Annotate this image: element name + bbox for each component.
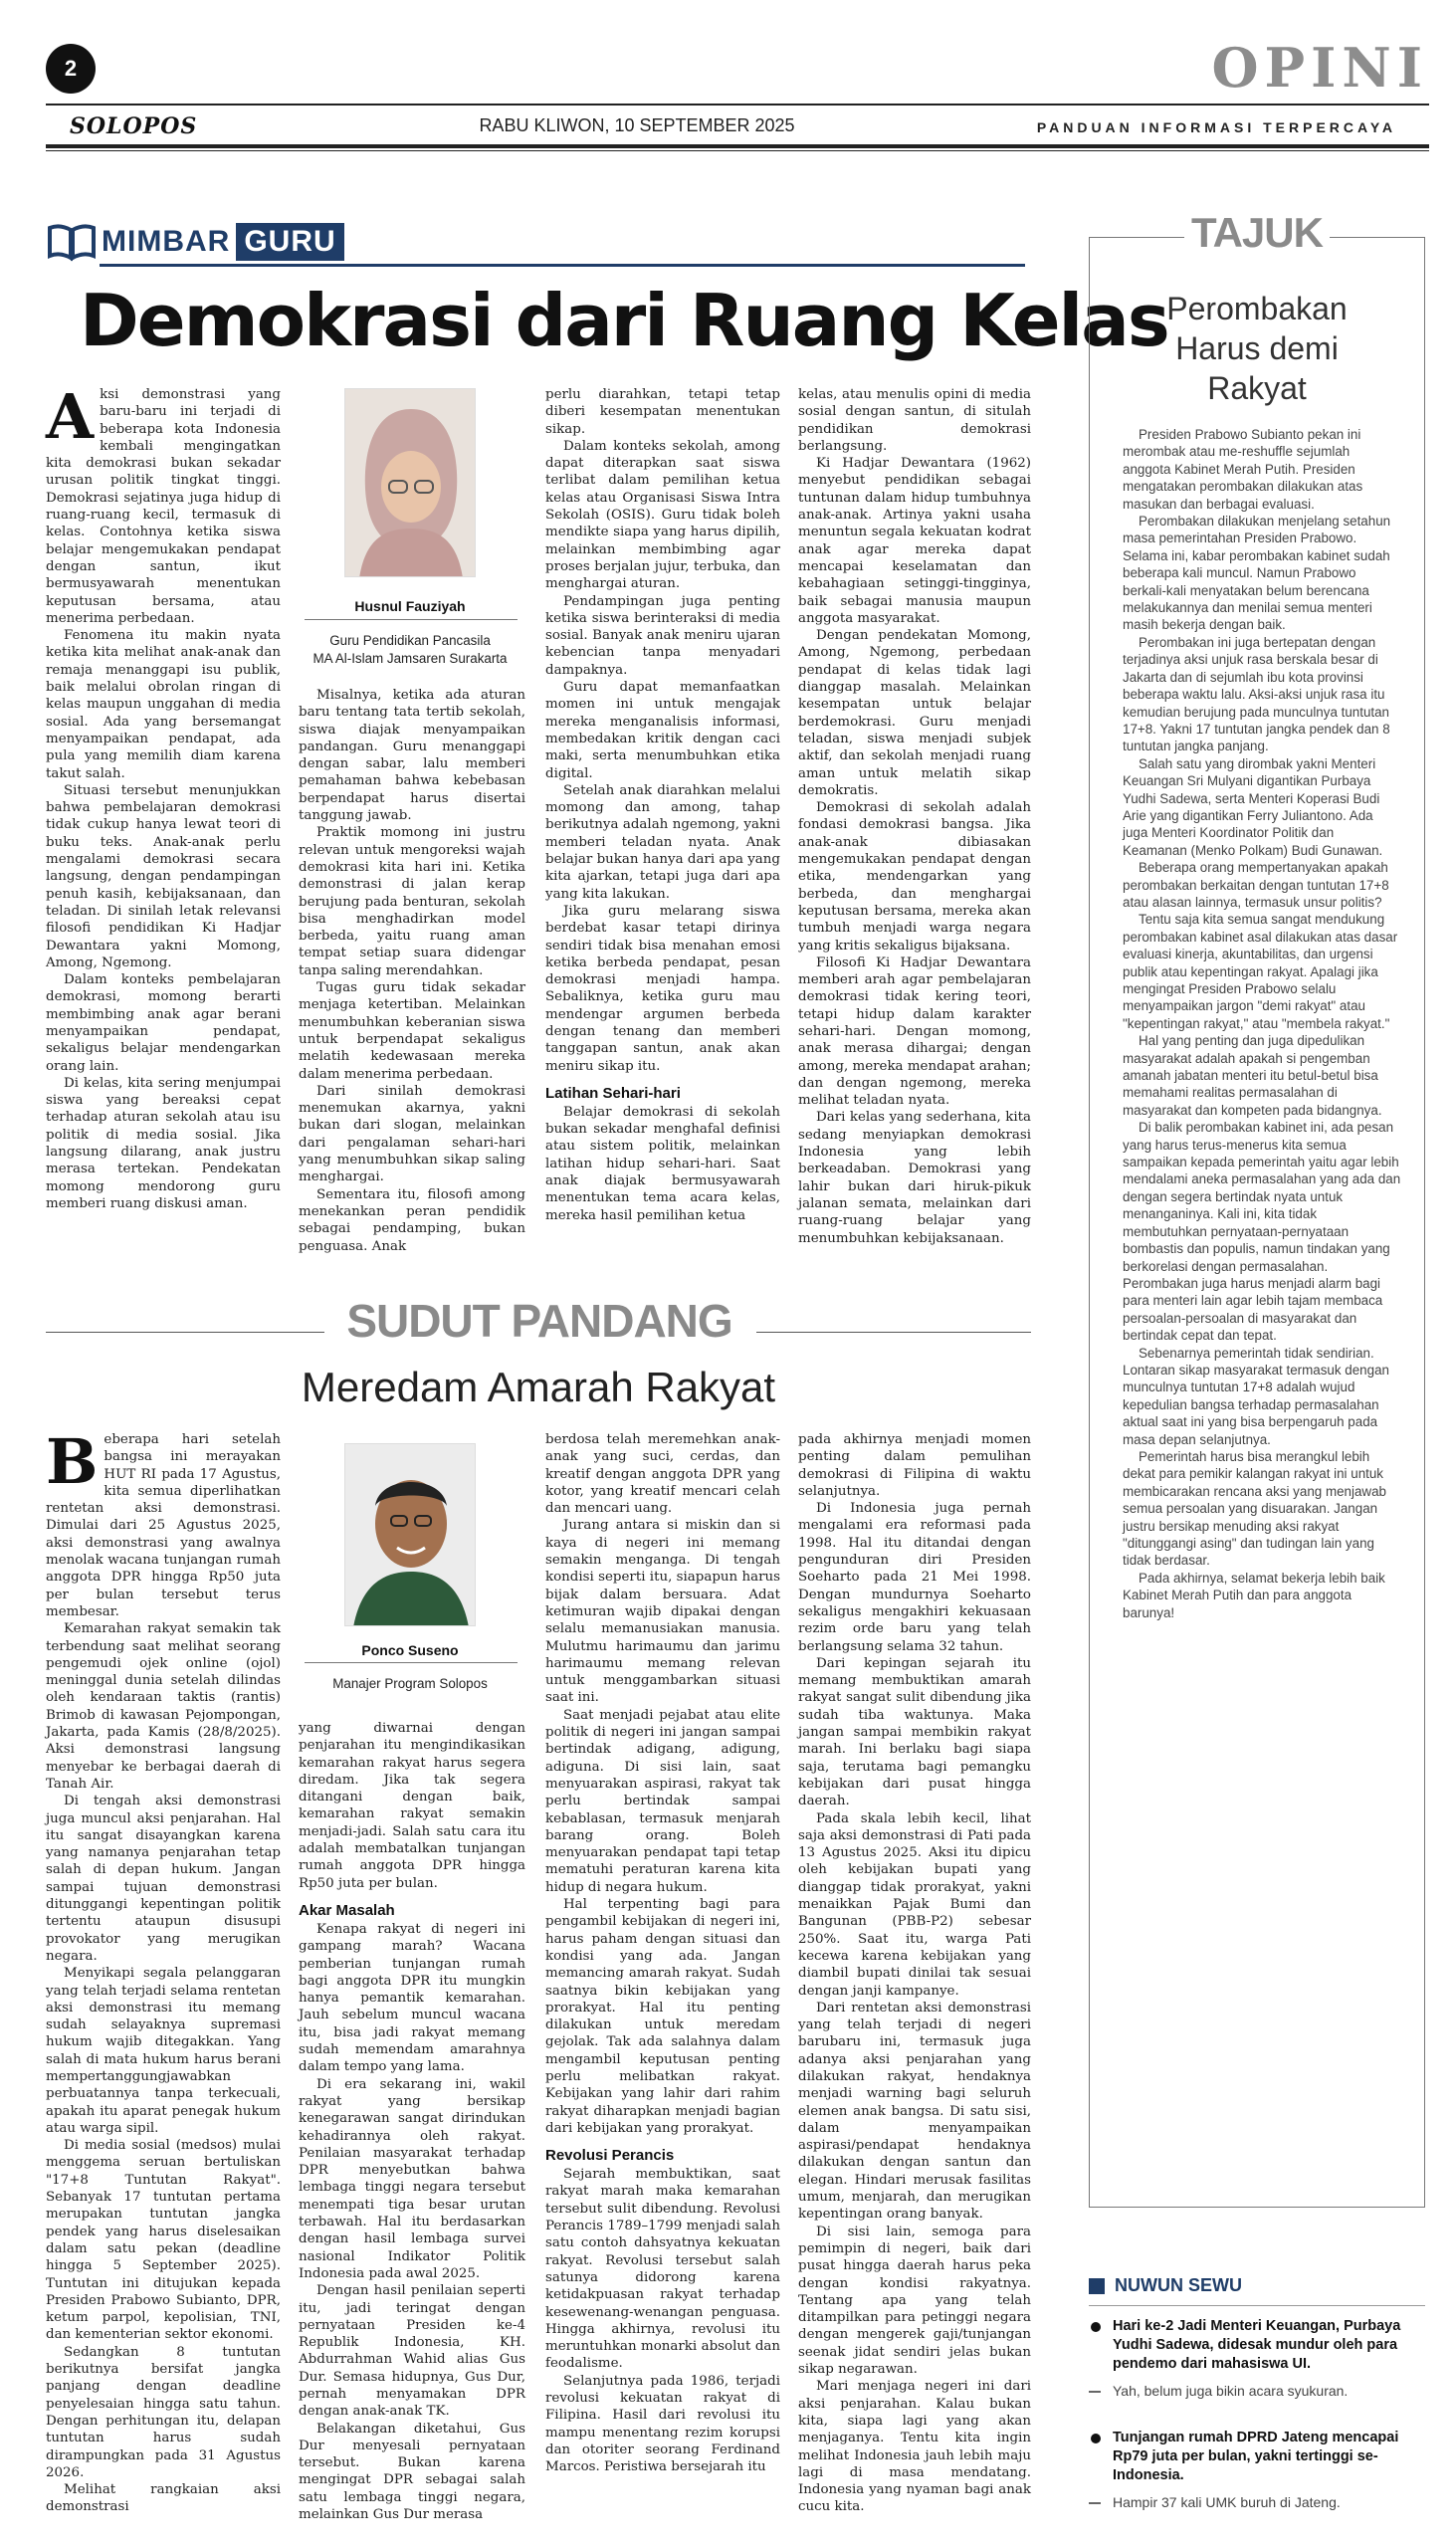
sudut-col-4 <box>798 1431 1031 2516</box>
sudut-col-2 <box>299 1720 525 2523</box>
nuwun-rule <box>1089 2305 1425 2306</box>
author-rule <box>305 1662 518 1663</box>
dropcap: B <box>46 1425 99 1498</box>
paragraph: Mari menjaga negeri ini dari aksi penjarahan. Kalau bukan kita, siapa lagi yang akan menjaganya. Tentu kita ingin melihat Indonesia jauh lebih maju lagi di masa mendatang. Indonesia yang nyaman bagi anak cucu kita. <box>798 2379 1031 2515</box>
square-icon <box>1089 2278 1105 2294</box>
paragraph: Dari kepingan sejarah itu memang membuktikan amarah rakyat sangat sulit dibendung jika sudah tiba waktunya. Maka jangan sampai membikin rakyat marah. Ini berlaku bagi siapa saja, terutama bagi pemangku kebijakan dari pusat hingga daerah. <box>798 1655 1031 1809</box>
header-rule-bottom <box>46 144 1429 148</box>
paragraph: Di balik perombakan kabinet ini, ada pesan yang harus terus-menerus kita semua sampaikan kepada pemerintah yaitu agar lebih mendalami aneka permasalahan yang ada dan dengan segera bertindak nyata untuk menanganinya. Kali ini, kita tidak membutuhkan pernyataan-pernyataan bombastis dan populis, namun tindakan yang berkorelasi dengan permasalahan. Perombakan juga harus menjadi alarm bagi para menteri lain agar lebih tajam membaca persoalan-persoalan di masyarakat dan bertindak cepat dan tepat. <box>1123 1120 1401 1344</box>
paragraph: Salah satu yang dirombak yakni Menteri Keuangan Sri Mulyani digantikan Purbaya Yudhi Sadewa, serta Menteri Koperasi Budi Arie yang digantikan Ferry Juliantono. Ada juga Menteri Koordinator Politik dan Keamanan (Menko Polkam) Budi Gunawan. <box>1123 755 1383 858</box>
page-number-badge <box>46 44 96 94</box>
paragraph: Belajar demokrasi di sekolah bukan sekadar menghafal definisi atau sistem politik, melainkan latihan hidup sehari-hari. Saat anak diajak bermusyawarah menentukan tema acara kelas, mereka hasil pemilihan ketua <box>545 1104 780 1223</box>
mimbar-rule <box>100 264 1025 267</box>
paragraph: Perombakan dilakukan menjelang setahun masa pemerintahan Presiden Prabowo. Selama ini, kabar perombakan kabinet sudah beberapa kali muncul. Namun Prabowo berkali-kali menyatakan belum berencana melakukannya dan menilai semua menteri masih bekerja dengan baik. <box>1123 514 1391 633</box>
paragraph: Dalam konteks sekolah, among dapat diterapkan saat siswa terlibat dalam pemilihan ketua kelas atau Organisasi Siswa Intra Sekolah (OSIS). Guru tidak boleh mendikte siapa yang harus dipilih, melainkan membimbing agar proses berjalan jujur, terbuka, dan menghargai aturan. <box>545 438 780 592</box>
mimbar-col-2 <box>299 687 525 1255</box>
mimbar-col-3 <box>545 386 780 1224</box>
sudut-headline: Meredam Amarah Rakyat <box>301 1364 776 1410</box>
brand-tagline: PANDUAN INFORMASI TERPERCAYA <box>1036 119 1396 135</box>
paragraph: Hal yang penting dan juga dipedulikan masyarakat adalah apakah si pengemban amanah jabatan menteri itu betul-betul bisa memahami realitas permasalahan di masyarakat dan kompeten pada bidangnya. <box>1123 1033 1382 1118</box>
author-name: Husnul Fauziyah <box>354 598 466 614</box>
paragraph: Demokrasi di sekolah adalah fondasi demokrasi bangsa. Jika anak-anak dibiasakan mengemukakan pendapat dengan etika, mendengarkan yang berbeda, dan menghargai keputusan bersama, mereka akan tumbuh menjadi warga negara yang kritis sekaligus bijaksana. <box>798 800 1031 954</box>
paragraph: Melihat rangkaian aksi demonstrasi <box>46 2482 281 2515</box>
paragraph: Filosofi Ki Hadjar Dewantara memberi arah agar pembelajaran demokrasi tidak kering teori, tetapi hidup dalam karakter sehari-hari. Dengan momong, anak merasa dihargai; dengan among, mereka mendapat arahan; dan dengan ngemong, mereka melihat teladan nyata. <box>798 955 1031 1109</box>
tajuk-body <box>1123 426 1401 1621</box>
paragraph: Guru dapat memanfaatkan momen ini untuk mengajak mereka menganalisis informasi, membedakan kritik dengan caci maki, serta menumbuhkan etika digital. <box>545 680 780 781</box>
tajuk-headline-line: Perombakan <box>1166 291 1348 326</box>
nuwun-reply: Yah, belum juga bikin acara syukuran. <box>1113 2383 1349 2399</box>
nuwun-item <box>1089 2317 1425 2401</box>
paragraph: Dengan pendekatan Momong, Among, Ngemong, perbedaan pendapat di kelas tidak lagi dianggap masalah. Melainkan kesempatan untuk belajar berdemokrasi. Guru menjadi teladan, siswa menjadi subjek aktif, dan sekolah menjadi ruang aman untuk melatih sikap demokratis. <box>798 628 1031 798</box>
mimbar-col-4 <box>798 386 1031 1247</box>
mimbar-label-b: GURU <box>236 223 343 261</box>
paragraph: Setelah anak diarahkan melalui momong dan among, tahap berikutnya adalah ngemong, yakni memberi teladan nyata. Anak belajar bukan hanya dari apa yang kita ajarkan, tetapi juga dari apa yang kita lakukan. <box>545 782 780 902</box>
paragraph: Hal terpenting bagi para pengambil kebijakan di negeri ini, harus paham dengan situasi dan kondisi yang ada. Jangan memancing amarah rakyat. Sudah saatnya bikin kebijakan yang prorakyat. Hal itu penting dilakukan untuk meredam gejolak. Tak ada salahnya dalam mengambil keputusan penting perlu melibatkan rakyat. Kebijakan yang lahir dari rahim rakyat diharapkan menjadi bagian dari kebijakan yang prorakyat. <box>545 1897 780 2136</box>
paragraph: Dengan hasil penilaian seperti itu, jadi teringat dengan pernyataan Presiden ke-4 Republik Indonesia, KH. Abdurrahman Wahid alias Gus Dur. Semasa hidupnya, Gus Dur, pernah menyamakan DPR dengan anak-anak TK. <box>299 2283 525 2420</box>
paragraph: Di sisi lain, semoga para pemimpin di negeri, baik dari pusat hingga daerah harus peka dengan kondisi rakyatnya. Tentang apa yang telah ditampilkan para petinggi negara dengan mengerek gaji/tunjangan seenak jidat sendiri jelas bukan sikap negarawan. <box>798 2224 1031 2378</box>
paragraph: Selanjutnya pada 1986, terjadi revolusi kekuatan rakyat di Filipina. Hasil dari revolusi itu mampu menentang rezim korupsi dan otoriter seorang Ferdinand Marcos. Peristiwa bersejarah itu <box>545 2373 780 2475</box>
paragraph: ksi demonstrasi yang baru-baru ini terjadi di beberapa kota Indonesia kembali mengingatkan kita demokrasi bukan sekadar urusan politik tingkat tinggi. Demokrasi sejatinya juga hidup di ruang-ruang kecil, termasuk di kelas. Contohnya ketika siswa belajar mengemukakan pendapat dengan santun, ikut bermusyawarah menentukan keputusan bersama, atau menerima perbedaan. <box>46 387 281 626</box>
paragraph: Di kelas, kita sering menjumpai siswa yang bereaksi cepat terhadap aturan sekolah atau isu politik di media sosial. Jika langsung dilarang, anak justru merasa tertekan. Pendekatan momong mendorong guru memberi ruang diskusi aman. <box>46 1075 281 1211</box>
paragraph: Presiden Prabowo Subianto pekan ini merombak atau me-reshuffle sejumlah anggota Kabinet Merah Putih. Presiden mengatakan perombakan dilakukan atas masukan dan berbagai evaluasi. <box>1123 427 1363 512</box>
paragraph: Sementara itu, filosofi among menekankan peran pendidik sebagai pendamping, bukan penguasa. Anak <box>299 1186 525 1254</box>
bullet-icon <box>1091 2322 1101 2332</box>
author-role: Manajer Program Solopos <box>332 1676 488 1691</box>
paragraph: Situasi tersebut menunjukkan bahwa pembelajaran demokrasi tidak cukup hanya lewat teori di buku teks. Anak-anak perlu mengalami demokrasi secara langsung, dengan pendampingan penuh kasih, kebijaksanaan, dan teladan. Di sinilah letak relevansi filosofi pendidikan Ki Hadjar Dewantara yakni Momong, Among, Ngemong. <box>46 782 281 970</box>
paragraph: Saat menjadi pejabat atau elite politik di negeri ini jangan sampai bertindak adigang, adigung, adiguna. Di sisi lain, saat menyuarakan aspirasi, rakyat tak perlu bertindak sampai kebablasan, termasuk menjarah barang orang. Boleh menyuarakan pendapat tapi tetap mematuhi peraturan karena kita hidup di negara hukum. <box>545 1707 780 1895</box>
paragraph: Di era sekarang ini, wakil rakyat yang bersikap kenegarawan sangat dirindukan kehadirannya oleh rakyat. Penilaian masyarakat terhadap DPR menyebutkan bahwa lembaga tinggi negara tersebut menempati tiga besar urutan terbawah. Hal itu berdasarkan dengan hasil lembaga survei nasional Indikator Politik Indonesia pada awal 2025. <box>299 2076 525 2281</box>
paragraph: Fenomena itu makin nyata ketika kita melihat anak-anak dan remaja menanggapi isu publik, baik melalui obrolan ringan di kelas maupun unggahan di media sosial. Ada yang bersemangat menyampaikan pendapat, ada pula yang memilih diam karena takut salah. <box>46 628 281 781</box>
mimbar-label <box>46 219 344 265</box>
paragraph: Misalnya, ketika ada aturan baru tentang tata tertib sekolah, siswa diajak menyampaikan pandangan. Guru menanggapi dengan sabar, lalu memberi pemahaman bahwa kebebasan berpendapat harus disertai tanggung jawab. <box>299 688 525 824</box>
paragraph: Dari rentetan aksi demonstrasi yang telah terjadi di negeri barubaru ini, termasuk juga adanya aksi penjarahan yang dilakukan rakyat, hendaknya menjadi warning bagi seluruh elemen anak bangsa. Di satu sisi, dalam menyampaikan aspirasi/pendapat hendaknya dilakukan dengan santun dan elegan. Hindari merusak fasilitas umum, menjarah, dan merugikan kepentingan orang banyak. <box>798 2000 1031 2223</box>
author-role-2: MA Al-Islam Jamsaren Surakarta <box>312 651 508 666</box>
nuwun-headline: Tunjangan rumah DPRD Jateng mencapai Rp79 juta per bulan, yakni tertinggi se-Indonesia. <box>1113 2430 1399 2483</box>
author-name: Ponco Suseno <box>361 1642 459 1658</box>
mimbar-label-a: MIMBAR <box>102 225 231 258</box>
paragraph: Di tengah aksi demonstrasi juga muncul aksi penjarahan. Hal itu sangat disayangkan karena yang namanya penjarahan tetap salah di depan hukum. Jangan sampai tujuan demonstrasi ditunggangi kepentingan politik tertentu ataupun disusupi provokator yang merugikan negara. <box>46 1794 281 1964</box>
paragraph: berdosa telah meremehkan anak-anak yang suci, cerdas, dan kreatif dengan anggota DPR yang kotor, yang kreatif mencari celah dan mencari uang. <box>545 1432 780 1517</box>
dash-icon <box>1089 2391 1101 2393</box>
dropcap: A <box>46 380 95 453</box>
mimbar-headline: Demokrasi dari Ruang Kelas <box>80 279 1168 362</box>
paragraph: Pendampingan juga penting ketika siswa berinteraksi di media sosial. Banyak anak meniru ujaran kebencian tanpa menyadari dampaknya. <box>545 593 780 678</box>
paragraph: Dalam konteks pembelajaran demokrasi, momong berarti membimbing anak agar berani menyampaikan pendapat, sekaligus belajar mendengarkan orang lain. <box>46 972 281 1074</box>
mimbar-col-1 <box>46 380 281 1212</box>
subheading: Latihan Sehari-hari <box>545 1084 681 1102</box>
paragraph: Tentu saja kita semua sangat mendukung perombakan kabinet asal dilakukan atas dasar evaluasi kinerja, akuntabilitas, dan urgensi publik atau kepentingan rakyat. Apalagi jika mengingat Presiden Prabowo selalu menyampaikan jargon "demi rakyat" atau "kepentingan rakyat," atau "membela rakyat." <box>1123 912 1398 1031</box>
paragraph: Belakangan diketahui, Gus Dur menyesali pernyataan tersebut. Bukan karena mengingat DPR sebagai salah satu lembaga tinggi negara, melainkan Gus Dur merasa <box>299 2421 525 2523</box>
author-rule <box>305 619 518 620</box>
paragraph: eberapa hari setelah bangsa ini merayakan HUT RI pada 17 Agustus, kita semua diperlihatkan rentetan aksi demonstrasi. Dimulai dari 25 Agustus 2025, aksi demonstrasi yang awalnya menolak wacana tunjangan rumah anggota DPR hingga Rp50 juta per bulan tersebut terus membesar. <box>46 1432 281 1619</box>
paragraph: Dari sinilah demokrasi menemukan akarnya, yakni bukan dari slogan, melainkan dari pengalaman sehari-hari yang menumbuhkan sikap saling menghargai. <box>299 1083 525 1185</box>
nuwun-item <box>1089 2429 1425 2512</box>
paragraph: Jurang antara si miskin dan si kaya di negeri ini memang semakin menganga. Di tengah kondisi seperti itu, siapapun harus bijak dalam bersuara. Adat ketimuran wajib dipakai dengan selalu memanusiakan manusia. Mulutmu harimaumu dan jarimu harimaumu memang relevan untuk menggambarkan situasi saat ini. <box>545 1518 780 1706</box>
sudut-label: SUDUT PANDANG <box>346 1295 732 1347</box>
paragraph: yang diwarnai dengan penjarahan itu mengindikasikan kemarahan rakyat harus segera diredam. Jika tak segera ditangani dengan baik, kemarahan rakyat semakin menjadi-jadi. Salah satu cara itu adalah membatalkan tunjangan rumah anggota DPR hingga Rp50 juta per bulan. <box>299 1721 525 1891</box>
paragraph: Jika guru melarang siswa berdebat kasar tetapi dirinya sendiri tidak bisa menahan emosi ketika berbeda pendapat, pesan demokrasi menjadi hampa. Sebaliknya, ketika guru mau mendengar argumen berbeda dengan tenang dan memberi tanggapan santun, anak akan meniru sikap itu. <box>545 903 780 1074</box>
nuwun-headline: Hari ke-2 Jadi Menteri Keuangan, Purbaya Yudhi Sadewa, didesak mundur oleh para pendemo dari mahasiswa UI. <box>1113 2318 1401 2372</box>
subheading: Akar Masalah <box>299 1901 395 1919</box>
tajuk-label: TAJUK <box>1184 209 1330 257</box>
author-photo <box>344 1443 476 1626</box>
paragraph: Perombakan ini juga bertepatan dengan terjadinya aksi unjuk rasa berskala besar di Jakarta dan di sejumlah ibu kota provinsi beberapa waktu lalu. Aksi-aksi unjuk rasa itu kemudian berujung pada munculnya tuntutan 17+8. Yakni 17 tuntutan jangka pendek dan 8 tuntutan jangka panjang. <box>1123 634 1390 754</box>
brand-logo: SOLOPOS <box>70 113 198 139</box>
book-icon <box>46 222 98 262</box>
paragraph: Menyikapi segala pelanggaran yang telah terjadi selama rentetan aksi demonstrasi itu memang sudah selayaknya supremasi hukum wajib ditegakkan. Yang salah di mata hukum harus berani mempertanggungjawabkan perbuatannya tanpa terkecuali, apakah itu aparat penegak hukum atau warga sipil. <box>46 1966 281 2136</box>
tajuk-headline <box>1095 289 1419 408</box>
paragraph: Pada akhirnya, selamat bekerja lebih baik Kabinet Merah Putih dan para anggota barunya! <box>1123 1570 1385 1620</box>
tajuk-headline-line: Rakyat <box>1207 370 1307 406</box>
paragraph: Beberapa orang mempertanyakan apakah perombakan berkaitan dengan tuntutan 17+8 atau alasan lainnya, termasuk unsur politis? <box>1123 860 1389 910</box>
paragraph: Tugas guru tidak sekadar menjaga ketertiban. Melainkan menumbuhkan keberanian siswa untuk berpendapat sekaligus melatih kedewasaan mereka dalam menerima perbedaan. <box>299 980 525 1082</box>
sudut-col-1 <box>46 1425 281 2516</box>
sudut-rule-right <box>756 1332 1031 1333</box>
paragraph: perlu diarahkan, tetapi tetap diberi kesempatan menentukan sikap. <box>545 387 780 437</box>
tajuk-headline-line: Harus demi <box>1175 330 1339 366</box>
paragraph: Di Indonesia juga pernah mengalami era reformasi pada 1998. Hal itu ditandai dengan pengunduran diri Presiden Soeharto pada 21 Mei 1998. Dengan mundurnya Soeharto sekaligus mengakhiri kekuasaan rezim orde baru yang telah berlangsung selama 32 tahun. <box>798 1501 1031 1654</box>
paragraph: Pemerintah harus bisa merangkul lebih dekat para pemikir kalangan rakyat ini untuk membicarakan rencana aksi yang menjawab semua persoalan yang disuarakan. Jangan justru bersikap menuding aksi rakyat "ditunggangi asing" dan tudingan lain yang tidak berdasar. <box>1123 1448 1386 1569</box>
paragraph: kelas, atau menulis opini di media sosial dengan santun, di situlah pendidikan demokrasi berlangsung. <box>798 387 1031 454</box>
paragraph: Kenapa rakyat di negeri ini gampang marah? Wacana pemberian tunjangan rumah bagi anggota DPR itu mungkin hanya pemantik kemarahan. Jauh sebelum muncul wacana itu, bisa jadi rakyat memang sudah memendam amarahnya dalam tempo yang lama. <box>299 1921 525 2075</box>
paragraph: pada akhirnya menjadi momen penting dalam pemulihan demokrasi di Filipina di waktu selanjutnya. <box>798 1432 1031 1499</box>
subheading: Revolusi Perancis <box>545 2147 675 2165</box>
nuwun-header <box>1089 2275 1242 2296</box>
paragraph: Pada skala lebih kecil, lihat saja aksi demonstrasi di Pati pada 13 Agustus 2025. Aksi itu dipicu oleh kebijakan bupati yang dianggap tidak prorakyat, yakni menaikkan Pajak Bumi dan Bangunan (PBB-P2) sebesar 250%. Saat itu, warga Pati kecewa karena kebijakan yang diambil bupati dinilai tak sesuai dengan janji kampanye. <box>798 1810 1031 1999</box>
sudut-col-3 <box>545 1431 780 2476</box>
author-role-1: Guru Pendidikan Pancasila <box>329 633 491 648</box>
sudut-rule-left <box>46 1332 324 1333</box>
dash-icon <box>1089 2502 1101 2504</box>
paragraph: Kemarahan rakyat semakin tak terbendung saat melihat seorang pengemudi ojek online (ojol) meninggal dunia setelah dilindas oleh kendaraan taktis (rantis) Brimob di kawasan Pejompongan, Jakarta, pada Kamis (28/8/2025). Aksi demonstrasi langsung menyebar ke berbagai daerah di Tanah Air. <box>46 1621 281 1792</box>
nuwun-label: NUWUN SEWU <box>1115 2275 1242 2295</box>
nuwun-reply: Hampir 37 kali UMK buruh di Jateng. <box>1113 2494 1341 2510</box>
paragraph: Sedangkan 8 tuntutan berikutnya bersifat jangka panjang dengan deadline penyelesaian hingga satu tahun. Dengan perhitungan itu, delapan tuntutan harus sudah dirampungkan pada 31 Agustus 2026. <box>46 2344 281 2480</box>
author-photo <box>344 388 476 577</box>
paragraph: Sejarah membuktikan, saat rakyat marah maka kemarahan tersebut sulit dibendung. Revolusi Perancis 1789–1799 menjadi salah satu contoh dahsyatnya kekuatan rakyat. Revolusi tersebut salah satunya didorong karena ketidakpuasan rakyat terhadap kesewenang-wenangan penguasa. Hingga akhirnya, revolusi itu meruntuhkan monarki absolut dan feodalisme. <box>545 2167 780 2372</box>
page-number: 2 <box>64 56 78 81</box>
paragraph: Di media sosial (medsos) mulai menggema seruan bertuliskan "17+8 Tuntutan Rakyat". Sebanyak 17 tuntutan pertama merupakan tuntutan jangka pendek yang harus diselesaikan dalam satu pekan (deadline hingga 5 September 2025). Tuntutan ini ditujukan kepada Presiden Prabowo Subianto, DPR, ketum parpol, kepolisian, TNI, dan kementerian sektor ekonomi. <box>46 2138 281 2343</box>
header-rule-bottom-thin <box>46 150 1429 151</box>
issue-date: RABU KLIWON, 10 SEPTEMBER 2025 <box>479 115 795 135</box>
paragraph: Dari kelas yang sederhana, kita sedang menyiapkan demokrasi Indonesia yang lebih berkeadaban. Demokrasi yang lahir bukan dari hiruk-pikuk jalanan semata, melainkan dari ruang-ruang belajar yang menumbuhkan kebijaksanaan. <box>798 1110 1031 1246</box>
paragraph: Praktik momong ini justru relevan untuk mengoreksi wajah demokrasi kita hari ini. Ketika demonstrasi di jalan kerap berujung pada benturan, sekolah bisa menghadirkan model berbeda, yaitu ruang aman tempat setiap suara didengar tanpa saling merendahkan. <box>299 825 525 978</box>
header-rule-top <box>46 104 1429 106</box>
bullet-icon <box>1091 2434 1101 2443</box>
paragraph: Sebenarnya pemerintah tidak sendirian. Lontaran sikap masyarakat termasuk dengan munculnya tuntutan 17+8 adalah wujud kepedulian bangsa terhadap permasalahan aktual saat ini yang bisa berpengaruh pada masa depan selanjutnya. <box>1123 1345 1389 1447</box>
paragraph: Ki Hadjar Dewantara (1962) menyebut pendidikan sebagai tuntunan dalam hidup tumbuhnya anak-anak. Artinya yakni usaha menuntun segala kekuatan kodrat anak agar mereka dapat mencapai keselamatan dan kebahagiaan setinggi-tingginya, baik sebagai manusia maupun anggota masyarakat. <box>798 456 1031 626</box>
section-title: OPINI <box>1211 36 1428 100</box>
